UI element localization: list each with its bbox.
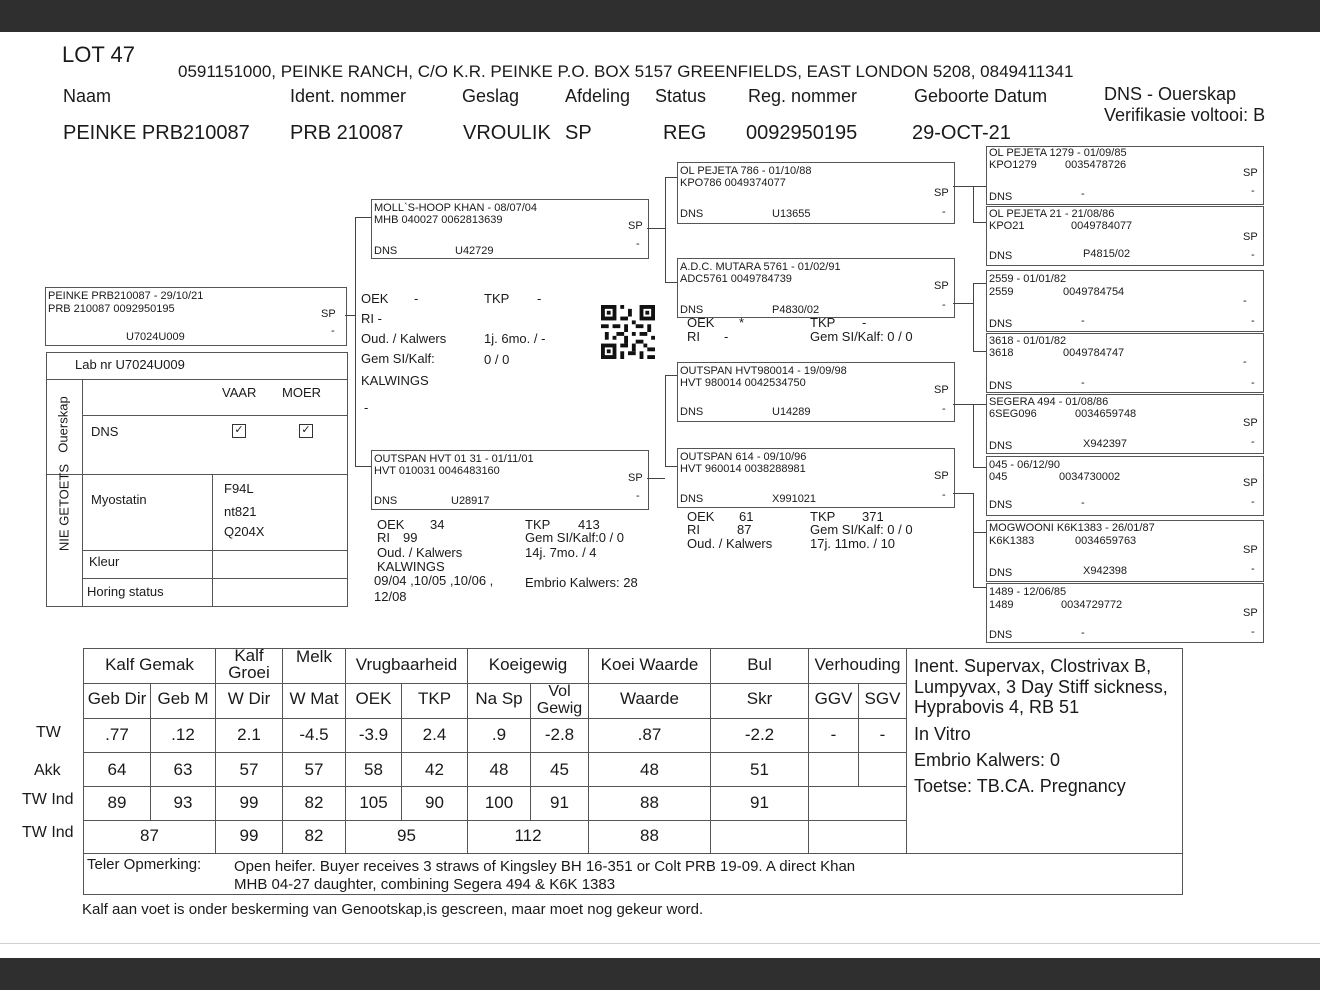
sire-dns: DNS: [374, 245, 398, 257]
note-embrio: Embrio Kalwers: 0: [914, 750, 1061, 770]
ggp-dash: -: [1251, 249, 1255, 261]
value-geslag: VROULIK: [463, 122, 551, 144]
gp2-tkp-label: TKP: [810, 315, 836, 330]
dam-embrio: Embrio Kalwers: 28: [525, 575, 638, 590]
gp-dash: -: [942, 206, 946, 218]
gp-sp: SP: [934, 187, 949, 199]
sub-ggv: GGV: [814, 689, 853, 708]
vaar-header: VAAR: [222, 385, 257, 400]
sire-ri: RI -: [361, 311, 382, 326]
ggp-sp: SP: [1243, 607, 1258, 619]
gp4-oud-value: 17j. 11mo. / 10: [810, 536, 896, 551]
myostatin-label: Myostatin: [91, 492, 147, 507]
twind-waarde: 88: [640, 793, 659, 812]
dam-sp: SP: [628, 472, 643, 484]
gp2-oek-label: OEK: [687, 315, 715, 330]
dam-kalwings-dates2: 12/08: [374, 589, 407, 604]
tw-geb-dir: .77: [105, 725, 129, 744]
dam-kalwings-dates: 09/04 ,10/05 ,10/06 ,: [374, 573, 494, 588]
sub-oek: OEK: [355, 689, 392, 708]
twind2-kalf-groei: 99: [239, 826, 259, 845]
tw-na-sp: .9: [491, 725, 507, 744]
label-status: Status: [655, 86, 707, 106]
akk-geb-m: 63: [173, 760, 193, 779]
dns-title: DNS - Ouerskap: [1104, 84, 1237, 104]
akk-na-sp: 48: [489, 760, 509, 779]
ggp-dns-code: -: [1081, 188, 1085, 200]
dam-dns-code: U28917: [451, 495, 490, 507]
dam-ri-label: RI: [377, 530, 390, 545]
ggp-name: 045 - 06/12/90: [989, 459, 1060, 471]
horing-label: Horing status: [87, 584, 164, 599]
nie-getoets-label: NIE GETOETS: [56, 463, 72, 552]
gp4-ri-value: 87: [737, 522, 752, 537]
ggp-dns: DNS: [989, 567, 1013, 579]
ggp-ident: 6SEG096: [989, 408, 1037, 420]
twind-geb-m: 93: [173, 793, 193, 812]
bottom-bar: [0, 958, 1320, 990]
ggp-sp: -: [1243, 356, 1247, 368]
gp-ident: HVT 960014 0038288981: [680, 463, 806, 475]
dam-tkp-value: 413: [578, 517, 600, 532]
animal-name-date: PEINKE PRB210087 - 29/10/21: [48, 290, 204, 302]
group-kalf-groei: [216, 647, 282, 681]
ggp-dns-code: X942398: [1083, 565, 1128, 577]
group-vrugbaarheid: Vrugbaarheid: [355, 655, 458, 674]
gp-sp: SP: [934, 470, 949, 482]
dam-kalwings: KALWINGS: [377, 559, 445, 574]
ggp-reg: 0049784754: [1063, 286, 1125, 298]
ggp-dns-code: -: [1081, 627, 1085, 639]
label-ident: Ident. nommer: [290, 86, 407, 106]
ggp-sp: SP: [1243, 231, 1258, 243]
gp-dns: DNS: [680, 208, 704, 220]
tw-vol-gewig: -2.8: [544, 725, 575, 744]
dns-row-label: DNS: [91, 424, 119, 439]
gp4-oek-label: OEK: [687, 509, 715, 524]
gp-name: OUTSPAN HVT980014 - 19/09/98: [680, 365, 847, 377]
sub-w-mat: W Mat: [289, 689, 339, 708]
ggp-dns-code: -: [1081, 315, 1085, 327]
group-verhouding: Verhouding: [814, 655, 901, 674]
note-inent-3: Hyprabovis 4, RB 51: [914, 697, 1080, 717]
ggp-dash: -: [1251, 315, 1255, 327]
sire-dash: -: [636, 238, 640, 250]
moer-header: MOER: [282, 385, 321, 400]
owner-line: 0591151000, PEINKE RANCH, C/O K.R. PEINKE P.O. BOX 5157 GREENFIELDS, EAST LONDON 5208, 0849411341: [178, 62, 1074, 81]
ggp-dns: DNS: [989, 440, 1013, 452]
gp-dns-code: X991021: [772, 493, 817, 505]
ggp-dns: DNS: [989, 318, 1013, 330]
group-koeigewig: Koeigewig: [488, 655, 568, 674]
ggp-dns: DNS: [989, 629, 1013, 641]
lot-number: LOT 47: [62, 42, 135, 67]
akk-tkp: 42: [425, 760, 444, 779]
ggp-sp: -: [1243, 295, 1247, 307]
twind-vol-gewig: 91: [550, 793, 569, 812]
sire-oud-value: 1j. 6mo. / -: [484, 331, 546, 346]
sire-tkp-value: -: [537, 291, 542, 306]
akk-w-dir: 57: [239, 760, 259, 779]
gp-dns-code: U14289: [772, 406, 811, 418]
animal-ident: PRB 210087 0092950195: [48, 303, 175, 315]
ggp-reg: 0034730002: [1059, 471, 1121, 483]
group-kalf-gemak: Kalf Gemak: [105, 655, 194, 674]
akk-w-mat: 57: [304, 760, 324, 779]
label-geslag: Geslag: [462, 86, 520, 106]
twind-oek: 105: [359, 793, 388, 812]
ggp-sp: SP: [1243, 544, 1258, 556]
tw-tkp: 2.4: [422, 725, 447, 744]
sub-sgv: SGV: [864, 689, 901, 708]
sire-oek-value: -: [414, 291, 419, 306]
ggp-sp: SP: [1243, 477, 1258, 489]
sire-gem-label: Gem SI/Kalf:: [361, 351, 435, 366]
value-naam: PEINKE PRB210087: [63, 122, 250, 144]
twind-skr: 91: [750, 793, 769, 812]
ggp-dash: -: [1251, 496, 1255, 508]
ggp-reg: 0034659763: [1075, 535, 1137, 547]
sub-na-sp: Na Sp: [475, 689, 523, 708]
ggp-name: 3618 - 01/01/82: [989, 335, 1067, 347]
vaar-dns-checkbox: ✓: [232, 424, 246, 438]
label-reg: Reg. nommer: [748, 86, 858, 106]
akk-waarde: 48: [640, 760, 659, 779]
moer-dns-checkbox: ✓: [299, 424, 313, 438]
ggp-dns: DNS: [989, 191, 1013, 203]
tw-skr: -2.2: [744, 725, 775, 744]
akk-oek: 58: [364, 760, 383, 779]
row-label-tw: TW: [36, 724, 61, 741]
animal-code: U7024U009: [126, 331, 185, 343]
note-inent-1: Inent. Supervax, Clostrivax B,: [914, 656, 1152, 676]
ggp-reg: 0034729772: [1061, 599, 1123, 611]
gp4-ri-label: RI: [687, 522, 700, 537]
twind-na-sp: 100: [484, 793, 514, 812]
sub-skr: Skr: [746, 689, 773, 708]
gp-ident: HVT 980014 0042534750: [680, 377, 806, 389]
gp-dash: -: [942, 299, 946, 311]
sub-geb-dir: Geb Dir: [87, 689, 147, 708]
gp4-oud-label: Oud. / Kalwers: [687, 536, 773, 551]
group-melk: Melk: [296, 647, 332, 666]
tw-oek: -3.9: [358, 725, 389, 744]
label-afdeling: Afdeling: [565, 86, 631, 106]
ggp-name: 1489 - 12/06/85: [989, 586, 1067, 598]
group-koei-waarde: Koei Waarde: [600, 655, 699, 674]
ggp-ident: 3618: [989, 347, 1014, 359]
gp-dns-code: P4830/02: [772, 304, 820, 316]
ggp-ident: 045: [989, 471, 1008, 483]
value-geboorte: 29-OCT-21: [912, 122, 1011, 144]
ggp-reg: 0049784077: [1071, 220, 1133, 232]
twind-geb-dir: 89: [107, 793, 127, 812]
akk-vol-gewig: 45: [550, 760, 569, 779]
ouerskap-label: Ouerskap: [55, 396, 71, 453]
twind2-kalf-gemak: 87: [140, 826, 159, 845]
twind2-vrugbaarheid: 95: [397, 826, 416, 845]
gp-name: OUTSPAN 614 - 09/10/96: [680, 451, 807, 463]
lab-number: Lab nr U7024U009: [75, 357, 185, 372]
sub-geb-m: Geb M: [157, 689, 209, 708]
dam-name: OUTSPAN HVT 01 31 - 01/11/01: [374, 453, 534, 465]
animal-dash: -: [331, 325, 335, 337]
ggp-reg: 0049784747: [1063, 347, 1125, 359]
group-kalf-groei-l1: Kalf: [234, 646, 264, 665]
tw-w-mat: -4.5: [299, 725, 329, 744]
twind-w-dir: 99: [239, 793, 259, 812]
sire-oud-label: Oud. / Kalwers: [361, 331, 447, 346]
gp-sp: SP: [934, 280, 949, 292]
gp2-gem: Gem SI/Kalf: 0 / 0: [810, 329, 913, 344]
note-toetse: Toetse: TB.CA. Pregnancy: [914, 776, 1126, 796]
row-label-akk: Akk: [34, 762, 61, 779]
sub-w-dir: W Dir: [227, 689, 271, 708]
dam-ri-value: 99: [403, 530, 418, 545]
ggp-ident: K6K1383: [989, 535, 1035, 547]
dam-ident: HVT 010031 0046483160: [374, 465, 500, 477]
gp-sp: SP: [934, 384, 949, 396]
gp4-tkp-label: TKP: [810, 509, 836, 524]
dam-oek-label: OEK: [377, 517, 405, 532]
ggp-reg: 0035478726: [1065, 159, 1127, 171]
gp4-gem: Gem SI/Kalf: 0 / 0: [810, 522, 913, 537]
sub-waarde: Waarde: [620, 689, 679, 708]
ggp-dash: -: [1251, 377, 1255, 389]
ggp-dns: DNS: [989, 499, 1013, 511]
tw-geb-m: .12: [171, 725, 195, 744]
ggp-ident: 2559: [989, 286, 1014, 298]
ggp-dns: DNS: [989, 380, 1013, 392]
gp-name: A.D.C. MUTARA 5761 - 01/02/91: [680, 261, 841, 273]
gp-ident: KPO786 0049374077: [680, 177, 786, 189]
ggp-name: SEGERA 494 - 01/08/86: [989, 396, 1109, 408]
ggp-name: MOGWOONI K6K1383 - 26/01/87: [989, 522, 1155, 534]
tw-w-dir: 2.1: [237, 725, 261, 744]
myostatin-f94l: F94L: [224, 481, 254, 496]
value-status: REG: [663, 122, 707, 144]
dam-oud-label: Oud. / Kalwers: [377, 545, 463, 560]
ggp-dns-code: -: [1081, 377, 1085, 389]
teler-label: Teler Opmerking:: [87, 856, 202, 873]
gp-dns: DNS: [680, 304, 704, 316]
group-bul: Bul: [747, 655, 772, 674]
akk-geb-dir: 64: [107, 760, 127, 779]
label-geboorte: Geboorte Datum: [914, 86, 1048, 106]
sire-kalwings: KALWINGS: [361, 373, 429, 388]
gp-dash: -: [942, 403, 946, 415]
gp4-tkp-value: 371: [862, 509, 884, 524]
row-label-tw-ind: TW Ind: [22, 791, 74, 808]
footer-note: Kalf aan voet is onder beskerming van Genootskap,is gescreen, maar moet nog gekeur word.: [82, 901, 704, 918]
value-reg: 0092950195: [746, 122, 858, 144]
twind-tkp: 90: [425, 793, 444, 812]
ggp-reg: 0034659748: [1075, 408, 1137, 420]
ggp-dns-code: P4815/02: [1083, 248, 1131, 260]
ggp-sp: SP: [1243, 417, 1258, 429]
ggp-name: 2559 - 01/01/82: [989, 273, 1067, 285]
sire-tkp-label: TKP: [484, 291, 510, 306]
gp-dash: -: [942, 489, 946, 501]
ggp-dash: -: [1251, 185, 1255, 197]
dam-tkp-label: TKP: [525, 517, 551, 532]
sire-sp: SP: [628, 220, 643, 232]
gp2-oek-value: *: [739, 315, 745, 330]
gp-dns: DNS: [680, 406, 704, 418]
dam-oek-value: 34: [430, 517, 445, 532]
sire-gem-value: 0 / 0: [484, 352, 510, 367]
kleur-label: Kleur: [89, 554, 120, 569]
sire-kalwings-dash: -: [364, 400, 369, 415]
ggp-sp: SP: [1243, 167, 1258, 179]
gp4-oek-value: 61: [739, 509, 754, 524]
gp-dns: DNS: [680, 493, 704, 505]
twind2-koeigewig: 112: [514, 826, 542, 845]
ggp-dns-code: X942397: [1083, 438, 1128, 450]
gp2-tkp-value: -: [862, 315, 867, 330]
myostatin-q204x: Q204X: [224, 524, 265, 539]
group-kalf-groei-l2: Groei: [228, 663, 270, 682]
ggp-ident: 1489: [989, 599, 1014, 611]
sub-vol: Vol: [548, 683, 571, 700]
ggp-ident: KPO1279: [989, 159, 1037, 171]
twind2-melk: 82: [304, 826, 324, 845]
gp-name: OL PEJETA 786 - 01/10/88: [680, 165, 812, 177]
sub-vol-gewig: [531, 683, 588, 717]
dam-oud-value: 14j. 7mo. / 4: [525, 545, 597, 560]
myostatin-nt821: nt821: [224, 504, 257, 519]
sire-oek-label: OEK: [361, 291, 389, 306]
twind-w-mat: 82: [304, 793, 324, 812]
tw-waarde: .87: [637, 725, 662, 744]
sire-dns-code: U42729: [455, 245, 494, 257]
dam-gem: Gem SI/Kalf:0 / 0: [525, 530, 624, 545]
gp-dns-code: U13655: [772, 208, 811, 220]
gp-ident: ADC5761 0049784739: [680, 273, 792, 285]
teler-remark-1: Open heifer. Buyer receives 3 straws of Kingsley BH 16-351 or Colt PRB 19-09. A direct Khan: [234, 858, 856, 875]
note-inent-2: Lumpyvax, 3 Day Stiff sickness,: [914, 677, 1168, 697]
gp2-ri-label: RI: [687, 329, 700, 344]
ggp-dash: -: [1251, 436, 1255, 448]
ggp-name: OL PEJETA 21 - 21/08/86: [989, 208, 1115, 220]
sub-gewig: Gewig: [536, 700, 583, 717]
label-naam: Naam: [63, 86, 112, 106]
separator: [0, 943, 1320, 944]
verify-status: Verifikasie voltooi: B: [1104, 105, 1266, 125]
akk-skr: 51: [750, 760, 769, 779]
tw-ggv: -: [830, 725, 837, 744]
dam-dash: -: [636, 490, 640, 502]
ggp-dash: -: [1251, 563, 1255, 575]
tw-sgv: -: [879, 725, 886, 744]
ggp-dns-code: -: [1081, 497, 1085, 509]
sire-ident: MHB 040027 0062813639: [374, 214, 503, 226]
row-label-tw-ind-2: TW Ind: [22, 824, 74, 841]
dam-dns: DNS: [374, 495, 398, 507]
ggp-dns: DNS: [989, 250, 1013, 262]
teler-remark-2: MHB 04-27 daughter, combining Segera 494 & K6K 1383: [234, 876, 616, 893]
value-ident: PRB 210087: [290, 122, 404, 144]
animal-sp: SP: [321, 308, 336, 320]
sire-name: MOLL`S-HOOP KHAN - 08/07/04: [374, 202, 538, 214]
sub-tkp: TKP: [417, 689, 452, 708]
ggp-ident: KPO21: [989, 220, 1025, 232]
twind2-koei-waarde: 88: [640, 826, 659, 845]
gp2-ri-value: -: [724, 329, 729, 344]
ggp-dash: -: [1251, 626, 1255, 638]
ggp-name: OL PEJETA 1279 - 01/09/85: [989, 147, 1127, 159]
value-afdeling: SP: [565, 122, 592, 144]
note-in-vitro: In Vitro: [914, 724, 971, 744]
